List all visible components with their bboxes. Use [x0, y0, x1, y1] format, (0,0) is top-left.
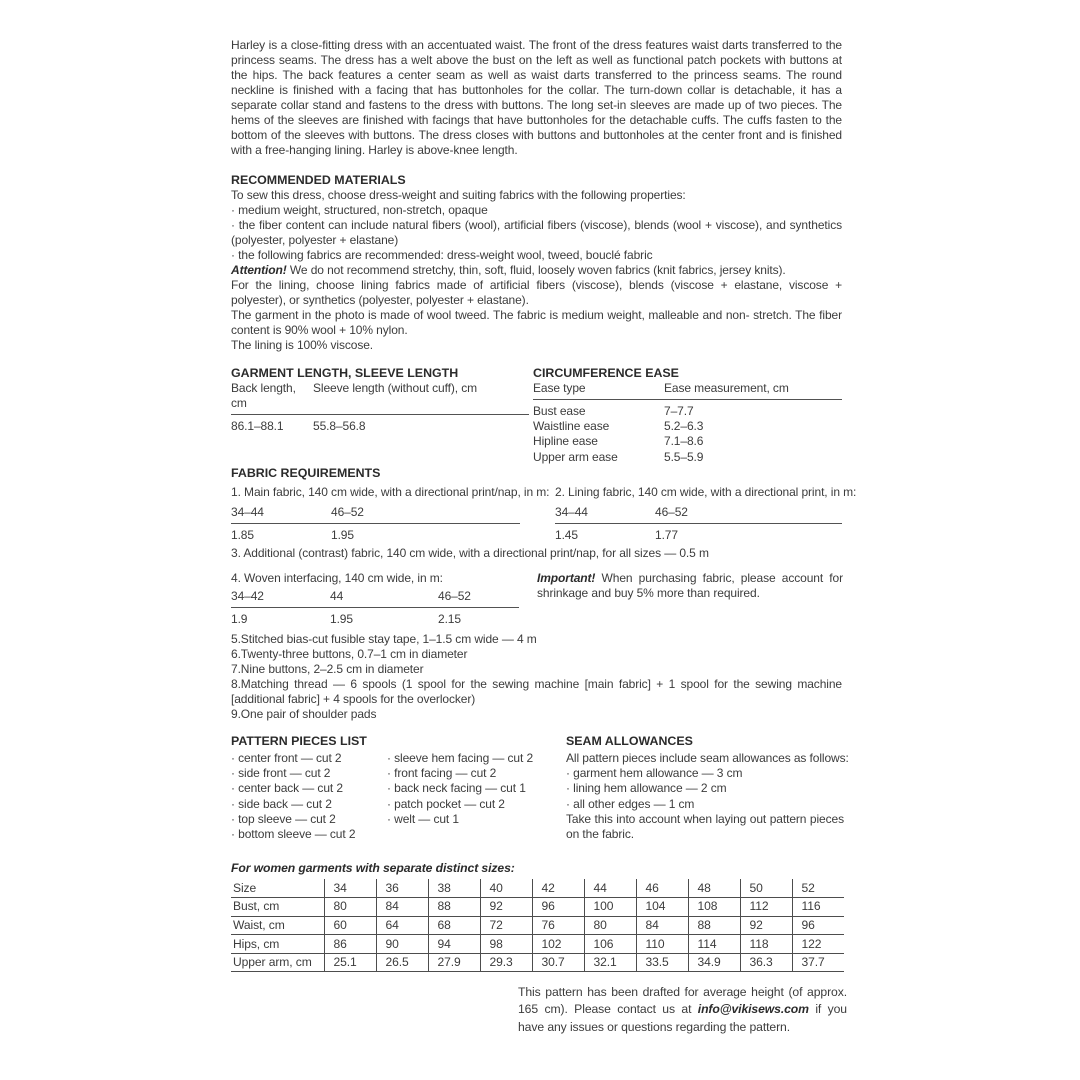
size-cell: 68 — [428, 916, 480, 935]
ease-value: 5.5–5.9 — [664, 449, 704, 464]
size-cell: 84 — [636, 916, 688, 935]
size-cell: 104 — [636, 898, 688, 917]
fabric-amount: 1.95 — [331, 528, 354, 542]
size-cell: 86 — [324, 935, 376, 954]
footer-text-after: if you have any issues or questions regarding the pattern. — [518, 1002, 847, 1034]
materials-bullet-2: · the fiber content can include natural fibers (wool), artificial fibers (viscose), blends (wool + viscose), and synthetics (polyester, polyester + elastane) — [231, 218, 842, 247]
size-cell: 44 — [584, 879, 636, 898]
seam-bullet: · lining hem allowance — 2 cm — [566, 781, 727, 796]
notion-item: 9.One pair of shoulder pads — [231, 707, 377, 721]
ease-header-row — [533, 381, 842, 400]
seam-allowances-title: SEAM ALLOWANCES — [566, 734, 693, 748]
size-cell: 116 — [792, 898, 844, 917]
materials-lining-note: The lining is 100% viscose. — [231, 338, 374, 352]
size-range: 34–42 — [231, 589, 264, 603]
size-cell: 118 — [740, 935, 792, 954]
pattern-piece-item: · center front — cut 2 — [231, 751, 342, 765]
pattern-pieces-col-1 — [231, 751, 386, 842]
ease-type: Bust ease — [533, 404, 586, 418]
attention-text: We do not recommend stretchy, thin, soft, fluid, loosely woven fabrics (knit fabrics, jersey knits). — [286, 263, 786, 277]
pattern-piece-item: · sleeve hem facing — cut 2 — [387, 751, 534, 765]
size-cell: 108 — [688, 898, 740, 917]
ease-col2: Ease measurement, cm — [664, 381, 789, 395]
pattern-piece-item: · bottom sleeve — cut 2 — [231, 827, 356, 842]
lining-fabric-value-row — [555, 524, 842, 543]
size-cell: 37.7 — [792, 953, 844, 972]
table-row — [533, 434, 842, 449]
lining-fabric-table — [555, 505, 842, 543]
size-range: 34–44 — [231, 505, 264, 519]
size-cell: 27.9 — [428, 953, 480, 972]
attention-note — [231, 263, 842, 278]
materials-intro-line: To sew this dress, choose dress-weight and suiting fabrics with the following properties: — [231, 188, 686, 202]
size-table-note: For women garments with separate distinct sizes: — [231, 861, 515, 875]
pattern-piece-item: · top sleeve — cut 2 — [231, 811, 336, 826]
size-row-label: Size — [231, 879, 324, 898]
garment-length-title: GARMENT LENGTH, SLEEVE LENGTH — [231, 366, 459, 380]
seam-line: Take this into account when laying out pattern pieces on the fabric. — [566, 811, 844, 842]
size-cell: 92 — [480, 898, 532, 917]
size-cell: 88 — [688, 916, 740, 935]
size-cell: 106 — [584, 935, 636, 954]
size-cell: 46 — [636, 879, 688, 898]
size-cell: 88 — [428, 898, 480, 917]
size-cell: 52 — [792, 879, 844, 898]
size-row-label: Waist, cm — [231, 916, 324, 935]
important-text: When purchasing fabric, please account for shrinkage and buy 5% more than required. — [537, 571, 843, 600]
seam-line: All pattern pieces include seam allowances as follows: — [566, 751, 849, 765]
pattern-piece-item: · side back — cut 2 — [231, 796, 332, 811]
materials-bullet-1: · medium weight, structured, non-stretch, opaque — [231, 203, 488, 217]
pattern-piece-item: · patch pocket — cut 2 — [387, 796, 505, 811]
size-cell: 80 — [584, 916, 636, 935]
garment-length-col2: Sleeve length (without cuff), cm — [313, 381, 477, 395]
size-cell: 94 — [428, 935, 480, 954]
size-row-label: Hips, cm — [231, 935, 324, 954]
interfacing-value-row — [231, 608, 519, 627]
size-cell: 110 — [636, 935, 688, 954]
size-cell: 36.3 — [740, 953, 792, 972]
table-row — [231, 953, 844, 972]
size-measurements-table — [231, 879, 844, 972]
size-cell: 72 — [480, 916, 532, 935]
footer-note — [518, 984, 847, 1036]
ease-value: 7–7.7 — [664, 404, 694, 418]
size-cell: 26.5 — [376, 953, 428, 972]
pattern-piece-item: · side front — cut 2 — [231, 766, 331, 781]
pattern-piece-item: · center back — cut 2 — [231, 781, 343, 796]
attention-label: Attention! — [231, 263, 287, 277]
size-cell: 29.3 — [480, 953, 532, 972]
size-cell: 34 — [324, 879, 376, 898]
garment-length-header-row — [231, 381, 529, 415]
ease-value: 5.2–6.3 — [664, 419, 704, 434]
size-cell: 32.1 — [584, 953, 636, 972]
pattern-piece-item: · front facing — cut 2 — [387, 766, 497, 781]
main-fabric-value-row — [231, 524, 520, 543]
seam-allowances-section — [566, 734, 849, 842]
intro-paragraph: Harley is a close-fitting dress with an accentuated waist. The front of the dress features waist darts transferred to the princess seams. The dress has a welt above the bust on the left as well as functional patch pockets with buttons at the hips. The back features a center seam as well as waist darts transferred to the princess seams. The round neckline is finished with a facing that has buttonholes for the collar. The turn-down collar is detachable, it has a separate collar stand and fastens to the dress with buttons. The long set-in sleeves are made up of two pieces. The hems of the sleeves are finished with facings that have buttonholes for the detachable cuffs. The cuffs fasten to the bottom of the sleeves with buttons. The dress closes with buttons and buttonholes at the center front and is finished with a free-hanging lining. Harley is above-knee length. — [231, 38, 842, 157]
materials-lining-line: For the lining, choose lining fabrics made of artificial fibers (viscose), blends (viscose + elastane, viscose + polyester), or synthetics (polyester, polyester + elastane). — [231, 278, 842, 307]
fabric-amount: 1.45 — [555, 528, 578, 542]
size-cell: 64 — [376, 916, 428, 935]
materials-bullet-3: · the following fabrics are recommended: dress-weight wool, tweed, bouclé fabric — [231, 248, 653, 262]
table-row — [533, 419, 842, 434]
back-length-value: 86.1–88.1 — [231, 419, 284, 433]
garment-length-value-row — [231, 415, 529, 434]
table-row — [533, 404, 842, 419]
fabric-item-2: 2. Lining fabric, 140 cm wide, with a directional print, in m: — [555, 485, 857, 499]
fabric-amount: 1.85 — [231, 528, 254, 542]
page-content — [231, 0, 857, 1080]
ease-rows — [533, 400, 842, 465]
size-cell: 98 — [480, 935, 532, 954]
materials-photo-line: The garment in the photo is made of wool tweed. The fabric is medium weight, malleable and non- stretch. The fiber content is 90% wool + 10% nylon. — [231, 308, 842, 337]
table-row — [231, 935, 844, 954]
size-range: 44 — [330, 589, 344, 603]
notion-item: 8.Matching thread — 6 spools (1 spool for the sewing machine [main fabric] + 1 spool for the sewing machine [additional fabric] + 4 spools for the overlocker) — [231, 677, 842, 706]
size-cell: 34.9 — [688, 953, 740, 972]
fabric-item-3: 3. Additional (contrast) fabric, 140 cm wide, with a directional print/nap, for all sizes — 0.5 m — [231, 546, 709, 560]
fabric-amount: 1.9 — [231, 612, 248, 626]
fabric-amount: 2.15 — [438, 612, 461, 626]
size-cell: 50 — [740, 879, 792, 898]
garment-length-col1: Back length, cm — [231, 381, 296, 410]
circumference-ease-title: CIRCUMFERENCE EASE — [533, 366, 679, 380]
circumference-ease-section — [533, 366, 842, 465]
pattern-pieces-col-2 — [387, 751, 565, 827]
size-cell: 60 — [324, 916, 376, 935]
sleeve-length-value: 55.8–56.8 — [313, 419, 366, 433]
size-cell: 122 — [792, 935, 844, 954]
size-cell: 25.1 — [324, 953, 376, 972]
notion-item: 7.Nine buttons, 2–2.5 cm in diameter — [231, 662, 424, 676]
recommended-materials-section — [231, 173, 842, 353]
size-cell: 100 — [584, 898, 636, 917]
ease-value: 7.1–8.6 — [664, 434, 704, 449]
notions-list — [231, 632, 842, 722]
size-cell: 96 — [532, 898, 584, 917]
recommended-materials-title: RECOMMENDED MATERIALS — [231, 173, 406, 187]
size-cell: 114 — [688, 935, 740, 954]
fabric-amount: 1.95 — [330, 612, 353, 626]
table-row — [231, 898, 844, 917]
seam-allowances-lines — [566, 751, 849, 842]
size-cell: 102 — [532, 935, 584, 954]
main-fabric-table — [231, 505, 520, 543]
size-cell: 33.5 — [636, 953, 688, 972]
important-note — [537, 571, 843, 601]
pattern-piece-item: · welt — cut 1 — [387, 811, 459, 826]
ease-type: Waistline ease — [533, 419, 610, 434]
size-cell: 40 — [480, 879, 532, 898]
fabric-requirements-title: FABRIC REQUIREMENTS — [231, 466, 381, 480]
garment-length-section — [231, 366, 529, 434]
fabric-item-1: 1. Main fabric, 140 cm wide, with a directional print/nap, in m: — [231, 485, 550, 499]
important-label: Important! — [537, 571, 596, 585]
size-range: 46–52 — [655, 505, 688, 519]
fabric-amount: 1.77 — [655, 528, 678, 542]
fabric-item-4: 4. Woven interfacing, 140 cm wide, in m: — [231, 571, 443, 585]
seam-bullet: · garment hem allowance — 3 cm — [566, 766, 743, 781]
main-fabric-header-row — [231, 505, 520, 524]
pattern-pieces-title: PATTERN PIECES LIST — [231, 734, 367, 748]
notion-item: 5.Stitched bias-cut fusible stay tape, 1–1.5 cm wide — 4 m — [231, 632, 537, 646]
size-row-label: Upper arm, cm — [231, 953, 324, 972]
table-row — [231, 916, 844, 935]
size-range: 46–52 — [438, 589, 471, 603]
size-cell: 42 — [532, 879, 584, 898]
size-cell: 76 — [532, 916, 584, 935]
table-row — [533, 450, 842, 465]
size-cell: 38 — [428, 879, 480, 898]
ease-type: Hipline ease — [533, 434, 598, 449]
size-cell: 92 — [740, 916, 792, 935]
size-cell: 112 — [740, 898, 792, 917]
size-row-label: Bust, cm — [231, 898, 324, 917]
footer-text-before: This pattern has been drafted for average height (of approx. 165 cm). Please contact us at — [518, 985, 847, 1017]
size-cell: 90 — [376, 935, 428, 954]
size-cell: 96 — [792, 916, 844, 935]
lining-fabric-header-row — [555, 505, 842, 524]
size-cell: 80 — [324, 898, 376, 917]
contact-email-link[interactable]: info@vikisews.com — [697, 1002, 809, 1017]
table-row — [231, 879, 844, 898]
ease-type: Upper arm ease — [533, 449, 618, 464]
interfacing-table — [231, 589, 519, 627]
seam-bullet: · all other edges — 1 cm — [566, 796, 695, 811]
ease-col1: Ease type — [533, 381, 586, 395]
notion-item: 6.Twenty-three buttons, 0.7–1 cm in diameter — [231, 647, 468, 661]
pattern-piece-item: · back neck facing — cut 1 — [387, 781, 526, 796]
size-cell: 30.7 — [532, 953, 584, 972]
size-cell: 84 — [376, 898, 428, 917]
interfacing-header-row — [231, 589, 519, 608]
size-cell: 36 — [376, 879, 428, 898]
size-range: 46–52 — [331, 505, 364, 519]
size-cell: 48 — [688, 879, 740, 898]
size-range: 34–44 — [555, 505, 588, 519]
